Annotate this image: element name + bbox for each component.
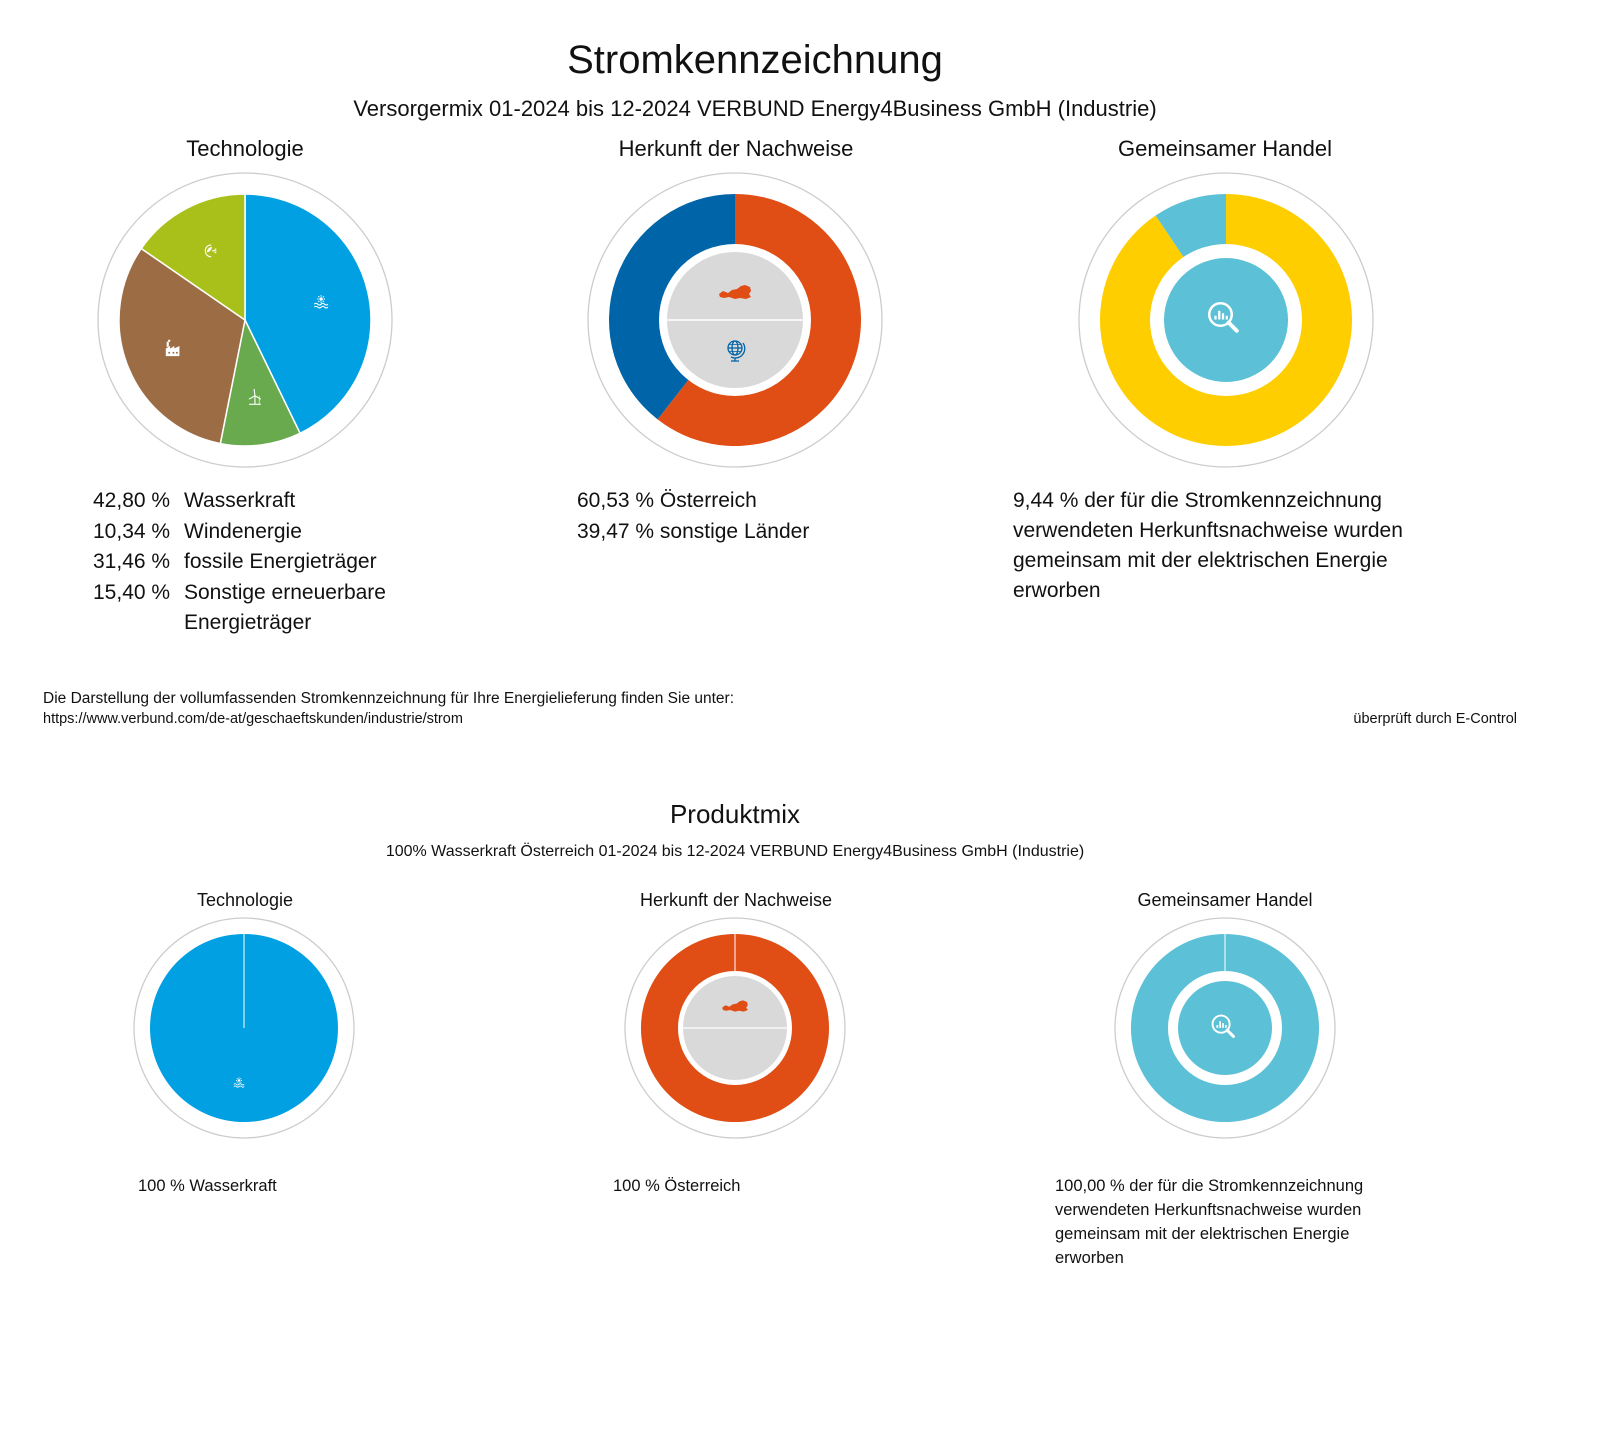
produkt-handel-description: 100,00 % der für die Stromkennzeichnung verwendeten Herkunftsnachweise wurden gemeinsam mit der elektrischen Energie erworben xyxy=(1055,1177,1364,1267)
info-url[interactable]: https://www.verbund.com/de-at/geschaeftskunden/industrie/strom xyxy=(43,711,463,727)
herkunft-legend xyxy=(577,486,809,547)
herkunft-donut-chart xyxy=(585,170,885,470)
legend-item-sonstige-erneuerbare: 15,40 % Sonstige erneuerbare xyxy=(93,580,386,604)
legend-item-wasserkraft: 42,80 % Wasserkraft xyxy=(93,489,296,512)
handel-donut-chart xyxy=(1076,170,1376,470)
page-title: Stromkennzeichnung xyxy=(567,38,943,82)
technologie-legend xyxy=(93,486,386,639)
legend-item-windenergie: 10,34 % Windenergie xyxy=(93,519,302,543)
produkt-technologie-pie-chart xyxy=(129,913,359,1143)
verified-note: überprüft durch E-Control xyxy=(1353,711,1517,727)
technologie-pie-chart xyxy=(95,170,395,470)
produkt-herkunft-heading: Herkunft der Nachweise xyxy=(639,890,833,910)
handel-heading: Gemeinsamer Handel xyxy=(1118,136,1332,161)
center-disc xyxy=(1164,258,1288,382)
legend-item-sonstige-erneuerbare-line2: Energieträger xyxy=(184,611,312,634)
produktmix-title: Produktmix xyxy=(669,799,801,829)
produkt-herkunft-donut-chart xyxy=(620,913,850,1143)
produkt-technologie-legend: 100 % Wasserkraft xyxy=(138,1177,277,1195)
page-subtitle: Versorgermix 01-2024 bis 12-2024 VERBUND Energy4Business GmbH (Industrie) xyxy=(353,96,1157,121)
handel-description: 9,44 % der für die Stromkennzeichnung verwendeten Herkunftsnachweise wurden gemeinsam mit der elektrischen Energie erworben xyxy=(1013,489,1403,602)
info-note: Die Darstellung der vollumfassenden Stromkennzeichnung für Ihre Energielieferung finden Sie unter: xyxy=(43,690,735,707)
produkt-herkunft-legend: 100 % Österreich xyxy=(613,1177,741,1195)
herkunft-heading: Herkunft der Nachweise xyxy=(618,136,854,161)
center-disc xyxy=(1178,981,1272,1075)
produktmix-subtitle: 100% Wasserkraft Österreich 01-2024 bis 12-2024 VERBUND Energy4Business GmbH (Industrie) xyxy=(385,843,1085,860)
legend-item-sonstige-laender: 39,47 % sonstige Länder xyxy=(577,519,810,543)
legend-item-fossil: 31,46 % fossile Energieträger xyxy=(93,550,377,573)
technologie-heading: Technologie xyxy=(186,136,304,161)
legend-item-oesterreich: 60,53 % Österreich xyxy=(577,489,757,512)
produkt-handel-heading: Gemeinsamer Handel xyxy=(1137,890,1313,910)
produkt-technologie-heading: Technologie xyxy=(196,890,294,910)
produkt-handel-donut-chart xyxy=(1110,913,1340,1143)
